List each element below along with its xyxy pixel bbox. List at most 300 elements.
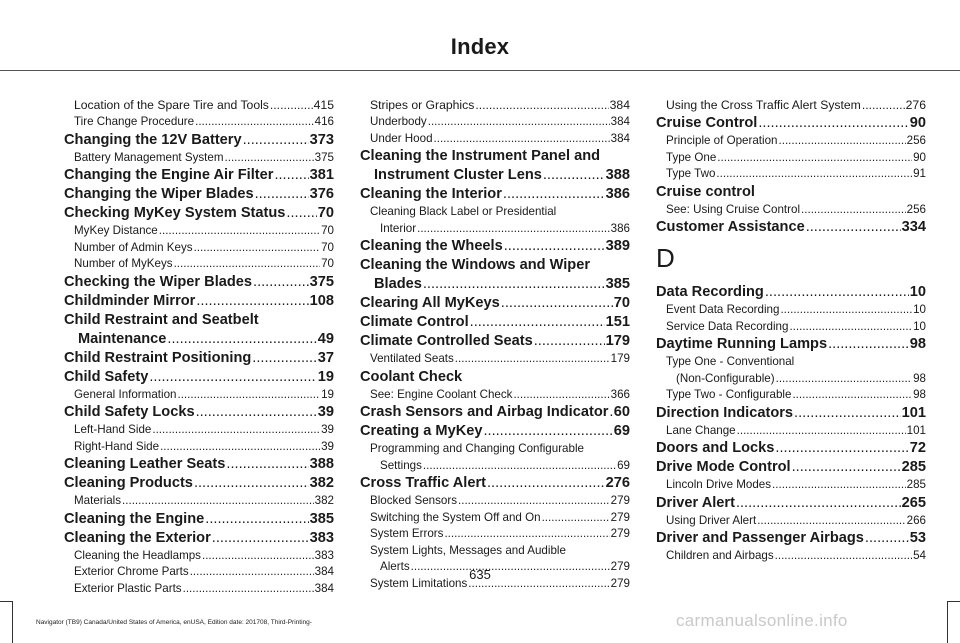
entry-label: Childminder Mirror — [64, 292, 196, 309]
index-subentry — [64, 150, 334, 167]
entry-page-number: 382 — [314, 494, 334, 507]
entry-label: Number of MyKeys — [74, 257, 173, 270]
dot-leader — [270, 97, 313, 114]
index-entry — [64, 292, 334, 311]
dot-leader — [780, 302, 912, 319]
entry-label: Left-Hand Side — [74, 423, 152, 436]
dot-leader — [196, 292, 308, 311]
entry-label: (Non-Configurable) — [676, 371, 775, 385]
entry-label: Switching the System Off and On — [370, 510, 541, 524]
entry-page-number: 19 — [321, 387, 334, 401]
entry-label: Exterior Plastic Parts — [74, 581, 182, 595]
entry-label: Cruise Control — [656, 115, 758, 131]
entry-page-number: 279 — [610, 527, 630, 540]
entry-label: Climate Control — [360, 314, 469, 330]
entry-label: Using Driver Alert — [666, 513, 757, 527]
entry-page-number: 376 — [309, 186, 334, 202]
dot-leader — [828, 335, 909, 354]
index-entry — [64, 455, 334, 474]
dot-leader — [286, 204, 316, 223]
dot-leader — [202, 548, 314, 565]
dot-leader — [772, 477, 906, 494]
index-heading: Child Restraint and Seatbelt — [64, 311, 259, 328]
entry-page-number: 10 — [909, 284, 926, 300]
entry-label: Battery Management System — [74, 150, 224, 164]
edition-footer: Navigator (TB9) Canada/United States of America, enUSA, Edition date: 201708, Third-Printing- — [36, 619, 312, 626]
entry-label: Child Safety Locks — [64, 404, 195, 420]
entry-page-number: 386 — [605, 186, 630, 202]
entry-page-number: 60 — [613, 404, 630, 420]
dot-leader — [122, 493, 314, 510]
index-heading: Coolant Check — [360, 368, 463, 385]
dot-leader — [503, 185, 605, 204]
page-title: Index — [450, 34, 510, 59]
entry-label: Lincoln Drive Modes — [666, 478, 772, 491]
entry-page-number: 101 — [906, 423, 926, 437]
dot-leader — [417, 221, 610, 238]
entry-page-number: 388 — [309, 456, 334, 472]
index-subentry — [360, 387, 630, 404]
index-entry — [360, 294, 630, 313]
entry-label: System Errors — [370, 527, 444, 540]
entry-page-number: 49 — [317, 330, 334, 347]
entry-page-number: 334 — [901, 219, 926, 235]
entry-label: Blades — [374, 276, 422, 292]
index-entry — [64, 330, 334, 349]
entry-page-number: 384 — [314, 581, 334, 595]
entry-page-number: 69 — [617, 458, 630, 472]
index-column-3 — [656, 97, 926, 565]
index-entry — [64, 510, 334, 529]
entry-page-number: 39 — [321, 439, 334, 453]
dot-leader — [159, 223, 320, 240]
dot-leader — [274, 166, 308, 185]
entry-page-number: 279 — [610, 510, 630, 524]
dot-leader — [757, 513, 905, 530]
dot-leader — [423, 458, 616, 475]
dot-leader — [513, 387, 609, 404]
dot-leader — [792, 387, 912, 404]
entry-label: Type One — [666, 150, 717, 164]
dot-leader — [736, 494, 901, 513]
dot-leader — [717, 150, 912, 167]
index-subentry — [360, 510, 630, 527]
dot-leader — [794, 404, 901, 423]
dot-leader — [174, 256, 321, 273]
dot-leader — [609, 403, 612, 422]
entry-label: General Information — [74, 387, 177, 401]
dot-leader — [542, 510, 610, 527]
entry-label: Exterior Chrome Parts — [74, 565, 189, 578]
index-subentry — [656, 387, 926, 404]
entry-label: Checking the Wiper Blades — [64, 273, 253, 290]
index-subentry — [656, 319, 926, 336]
entry-label: Type Two - Configurable — [666, 388, 792, 401]
watermark: carmanualsonline.info — [676, 611, 848, 630]
entry-label: System Limitations — [370, 576, 468, 590]
entry-label: Cleaning Products — [64, 475, 193, 491]
entry-page-number: 70 — [321, 257, 334, 270]
index-entry — [360, 474, 630, 493]
entry-page-number: 70 — [613, 295, 630, 311]
dot-leader — [423, 275, 605, 294]
entry-label: Maintenance — [78, 330, 167, 347]
index-heading: Type One - Conventional — [666, 355, 795, 368]
dot-leader — [487, 474, 605, 493]
entry-page-number: 98 — [909, 336, 926, 352]
entry-page-number: 90 — [913, 150, 926, 164]
dot-leader — [501, 294, 613, 313]
entry-page-number: 384 — [314, 565, 334, 578]
entry-label: Cleaning the Wheels — [360, 238, 503, 254]
entry-page-number: 389 — [605, 238, 630, 254]
index-entry — [64, 529, 334, 548]
entry-page-number: 385 — [309, 510, 334, 527]
entry-page-number: 256 — [906, 134, 926, 147]
index-subentry — [656, 423, 926, 440]
dot-leader — [455, 351, 610, 368]
entry-page-number: 70 — [321, 224, 334, 237]
entry-page-number: 70 — [317, 205, 334, 221]
index-entry — [360, 403, 630, 422]
dot-leader — [534, 332, 605, 351]
entry-page-number: 375 — [309, 273, 334, 290]
entry-label: Climate Controlled Seats — [360, 333, 533, 349]
index-entry — [656, 494, 926, 513]
dot-leader — [255, 185, 309, 204]
crop-mark-left-h — [0, 601, 12, 602]
dot-leader — [167, 330, 316, 349]
index-subentry — [656, 513, 926, 530]
dot-leader — [789, 319, 912, 336]
entry-page-number: 415 — [313, 98, 334, 112]
entry-label: Under Hood — [370, 131, 433, 145]
entry-page-number: 416 — [314, 115, 334, 128]
index-subentry — [64, 422, 334, 439]
index-subentry — [64, 581, 334, 598]
entry-label: MyKey Distance — [74, 224, 158, 237]
dot-leader — [504, 237, 605, 256]
entry-label: Child Safety — [64, 368, 149, 385]
index-entry — [360, 422, 630, 441]
entry-page-number: 366 — [610, 387, 630, 401]
index-subentry — [656, 548, 926, 565]
entry-label: Customer Assistance — [656, 219, 805, 235]
entry-page-number: 375 — [314, 150, 334, 164]
index-subentry — [360, 458, 630, 475]
entry-page-number: 53 — [909, 530, 926, 546]
index-subentry — [64, 223, 334, 240]
entry-page-number: 10 — [913, 303, 926, 316]
index-heading: Cleaning the Instrument Panel and — [360, 148, 601, 164]
entry-page-number: 265 — [901, 494, 926, 511]
index-entry — [360, 237, 630, 256]
index-entry — [656, 114, 926, 133]
index-entry — [360, 332, 630, 351]
entry-label: Materials — [74, 494, 122, 507]
index-subentry — [656, 302, 926, 319]
index-entry — [64, 166, 334, 185]
entry-page-number: 385 — [605, 276, 630, 292]
header-divider — [0, 70, 960, 71]
entry-label: Lane Change — [666, 423, 736, 437]
index-entry — [64, 273, 334, 292]
entry-page-number: 383 — [314, 548, 334, 562]
entry-label: Doors and Locks — [656, 440, 775, 456]
entry-label: Crash Sensors and Airbag Indicator — [360, 404, 609, 420]
entry-page-number: 388 — [605, 167, 630, 183]
entry-label: Checking MyKey System Status — [64, 205, 286, 221]
dot-leader — [252, 349, 316, 368]
entry-page-number: 54 — [913, 549, 926, 562]
index-entry — [64, 349, 334, 368]
dot-leader — [253, 273, 309, 292]
index-subentry — [64, 256, 334, 273]
entry-page-number: 69 — [613, 423, 630, 439]
entry-label: Cleaning the Headlamps — [74, 548, 201, 562]
index-entry — [656, 218, 926, 237]
entry-page-number: 384 — [610, 115, 630, 128]
dot-leader — [195, 114, 314, 131]
entry-page-number: 279 — [610, 494, 630, 507]
entry-page-number: 279 — [610, 576, 630, 590]
index-subentry — [64, 548, 334, 565]
entry-label: Cleaning the Interior — [360, 186, 502, 202]
entry-page-number: 98 — [913, 388, 926, 401]
index-subentry — [64, 493, 334, 510]
entry-page-number: 383 — [309, 529, 334, 546]
dot-leader — [243, 131, 309, 150]
entry-label: Children and Airbags — [666, 549, 774, 562]
dot-leader — [483, 422, 612, 441]
index-subentry — [656, 150, 926, 167]
index-entry — [656, 283, 926, 302]
crop-mark-left — [12, 601, 13, 643]
entry-page-number: 285 — [901, 459, 926, 475]
index-subentry — [64, 114, 334, 131]
entry-label: Changing the Wiper Blades — [64, 186, 254, 202]
entry-label: Type Two — [666, 167, 716, 180]
entry-label: Interior — [380, 221, 417, 235]
entry-label: Using the Cross Traffic Alert System — [666, 98, 861, 112]
dot-leader — [801, 202, 906, 219]
entry-label: See: Engine Coolant Check — [370, 387, 513, 401]
dot-leader — [194, 474, 309, 493]
index-heading: Cleaning the Windows and Wiper — [360, 257, 591, 273]
dot-leader — [205, 510, 308, 529]
entry-label: Cleaning the Exterior — [64, 529, 211, 546]
index-entry — [656, 458, 926, 477]
entry-page-number: 101 — [901, 404, 926, 421]
index-column-1 — [64, 97, 334, 597]
index-entry — [656, 529, 926, 548]
index-heading: Programming and Changing Configurable — [370, 442, 584, 455]
entry-label: Ventilated Seats — [370, 352, 454, 365]
index-subentry — [360, 131, 630, 148]
index-heading: System Lights, Messages and Audible — [370, 543, 566, 557]
dot-leader — [716, 166, 912, 183]
dot-leader — [806, 218, 901, 237]
dot-leader — [865, 529, 909, 548]
entry-label: See: Using Cruise Control — [666, 202, 801, 216]
entry-label: Driver and Passenger Airbags — [656, 530, 864, 546]
dot-leader — [543, 166, 605, 185]
entry-label: Child Restraint Positioning — [64, 349, 252, 366]
dot-leader — [149, 368, 316, 387]
entry-label: Driver Alert — [656, 494, 735, 511]
entry-page-number: 91 — [913, 167, 926, 180]
index-heading: Cleaning Black Label or Presidential — [370, 205, 557, 218]
entry-label: Principle of Operation — [666, 134, 778, 147]
entry-page-number: 381 — [309, 167, 334, 183]
index-entry — [64, 204, 334, 223]
entry-page-number: 98 — [913, 371, 926, 385]
entry-label: Direction Indicators — [656, 404, 794, 421]
index-entry — [64, 131, 334, 150]
section-letter: D — [656, 243, 675, 273]
entry-label: Number of Admin Keys — [74, 240, 193, 254]
index-subentry — [656, 166, 926, 183]
index-entry — [656, 439, 926, 458]
index-subentry — [360, 221, 630, 238]
dot-leader — [428, 114, 610, 131]
index-subentry — [360, 526, 630, 543]
entry-page-number: 39 — [317, 404, 334, 420]
index-subentry — [360, 493, 630, 510]
entry-label: Cleaning the Engine — [64, 510, 205, 527]
index-entry — [360, 166, 630, 185]
entry-page-number: 179 — [605, 333, 630, 349]
entry-label: Location of the Spare Tire and Tools — [74, 98, 269, 112]
dot-leader — [226, 455, 308, 474]
index-entry — [64, 368, 334, 387]
dot-leader — [862, 97, 905, 114]
dot-leader — [792, 458, 901, 477]
entry-page-number: 279 — [610, 560, 630, 573]
dot-leader — [177, 387, 320, 404]
index-entry — [656, 404, 926, 423]
entry-label: Changing the Engine Air Filter — [64, 167, 274, 183]
page-number: 635 — [469, 567, 491, 582]
index-subentry — [64, 97, 334, 114]
entry-page-number: 384 — [609, 98, 630, 112]
index-column-2 — [360, 97, 630, 592]
entry-label: Alerts — [380, 560, 410, 573]
dot-leader — [458, 493, 610, 510]
index-subentry — [360, 351, 630, 368]
dot-leader — [776, 371, 913, 388]
entry-page-number: 384 — [610, 131, 630, 145]
dot-leader — [758, 114, 908, 133]
index-subentry — [64, 439, 334, 456]
entry-page-number: 19 — [317, 368, 334, 385]
entry-label: Right-Hand Side — [74, 439, 160, 453]
entry-label: Event Data Recording — [666, 303, 780, 316]
entry-page-number: 276 — [605, 475, 630, 491]
entry-page-number: 39 — [321, 423, 334, 436]
dot-leader — [737, 423, 906, 440]
index-subentry — [656, 477, 926, 494]
index-entry — [64, 474, 334, 493]
entry-page-number: 266 — [906, 513, 926, 527]
entry-page-number: 72 — [909, 440, 926, 456]
index-entry — [360, 275, 630, 294]
dot-leader — [475, 97, 608, 114]
dot-leader — [183, 581, 314, 598]
index-subentry — [656, 371, 926, 388]
index-subentry — [656, 97, 926, 114]
index-heading: Cruise control — [656, 183, 755, 200]
entry-label: Cleaning Leather Seats — [64, 456, 226, 472]
index-entry — [64, 403, 334, 422]
crop-mark-right — [947, 601, 948, 643]
entry-page-number: 37 — [317, 349, 334, 366]
dot-leader — [775, 548, 912, 565]
entry-label: Creating a MyKey — [360, 423, 483, 439]
dot-leader — [775, 439, 908, 458]
dot-leader — [152, 422, 320, 439]
index-entry — [656, 335, 926, 354]
entry-page-number: 179 — [610, 352, 630, 365]
entry-label: Underbody — [370, 115, 427, 128]
entry-page-number: 276 — [905, 98, 926, 112]
dot-leader — [196, 403, 317, 422]
index-subentry — [360, 114, 630, 131]
index-entry — [360, 185, 630, 204]
entry-label: Daytime Running Lamps — [656, 336, 828, 352]
index-entry — [360, 313, 630, 332]
dot-leader — [225, 150, 314, 167]
entry-page-number: 108 — [309, 292, 334, 309]
entry-page-number: 10 — [913, 319, 926, 333]
dot-leader — [434, 131, 610, 148]
entry-label: Clearing All MyKeys — [360, 295, 500, 311]
entry-page-number: 373 — [309, 131, 334, 148]
dot-leader — [194, 240, 321, 257]
entry-label: Service Data Recording — [666, 319, 789, 333]
entry-label: Drive Mode Control — [656, 459, 791, 475]
dot-leader — [160, 439, 320, 456]
crop-mark-right-h — [948, 601, 960, 602]
entry-label: Blocked Sensors — [370, 494, 457, 507]
entry-page-number: 285 — [906, 478, 926, 491]
entry-label: Cross Traffic Alert — [360, 475, 486, 491]
entry-page-number: 382 — [309, 475, 334, 491]
entry-label: Data Recording — [656, 284, 764, 300]
dot-leader — [212, 529, 309, 548]
index-subentry — [656, 202, 926, 219]
entry-label: Stripes or Graphics — [370, 98, 475, 112]
index-subentry — [360, 97, 630, 114]
index-subentry — [64, 387, 334, 404]
dot-leader — [765, 283, 909, 302]
entry-label: Tire Change Procedure — [74, 115, 195, 128]
entry-page-number: 151 — [605, 314, 630, 330]
index-subentry — [64, 240, 334, 257]
entry-page-number: 70 — [321, 240, 334, 254]
dot-leader — [470, 313, 605, 332]
index-entry — [64, 185, 334, 204]
entry-page-number: 90 — [909, 115, 926, 131]
entry-label: Settings — [380, 458, 422, 472]
dot-leader — [779, 133, 906, 150]
entry-page-number: 386 — [610, 221, 630, 235]
entry-page-number: 256 — [906, 202, 926, 216]
entry-label: Changing the 12V Battery — [64, 131, 242, 148]
dot-leader — [444, 526, 609, 543]
index-subentry — [656, 133, 926, 150]
entry-label: Instrument Cluster Lens — [374, 167, 542, 183]
